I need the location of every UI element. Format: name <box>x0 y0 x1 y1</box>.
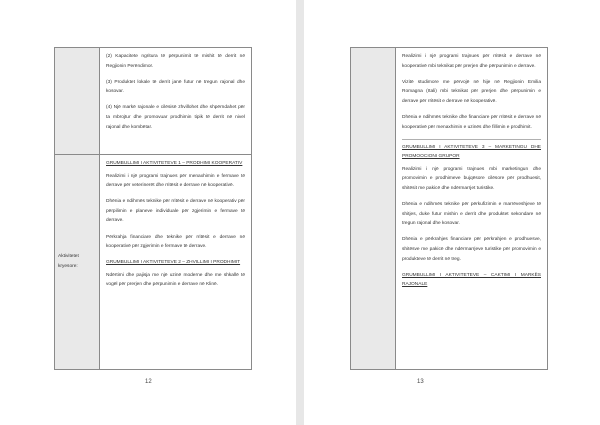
page-number-left: 12 <box>145 379 152 385</box>
results-cell <box>100 48 252 155</box>
divider <box>402 139 541 140</box>
left-page <box>0 0 296 425</box>
group3-paragraph: Dhënia e përkrahjes financiare për përkrahjen e prodhuesve, shitësve me pakicë dhe ndërmarrjeve turistike për promovimin e produkteve të derrit në treg. <box>402 237 541 262</box>
group3-paragraph: Dhënia e ndihmës teknike për përkufizimin e marrëveshjeve të shitjes, duke futur mishin e derrit dhe produktet sekondare në tregun rajonal dhe kosovar. <box>402 202 541 227</box>
group2-paragraph: Realizimi i një programi trajnues për rritësit e derrave në kooperativë mbi teknikat për prerjen dhe përpunimin e derrave. <box>402 54 541 69</box>
group1-paragraph: Realizimi i një programi trajnues për menaxhimin e fermave të derrave për veterinerët dhe rritësit e derrave në kooperativë. <box>106 173 245 189</box>
group3-heading: GRUMBULLIMI I AKTIVITETEVE 3 – MARKETINGU DHE PROMOOCIONI GRUPOR <box>402 144 541 160</box>
group1-heading: GRUMBULLIMI I AKTIVITETEVE 1 – PRODHIMI KOOPERATIV <box>106 161 243 166</box>
result-3: (3) Produktet lokale të derrit janë futur në tregun rajonal dhe kosovar. <box>106 79 245 95</box>
result-2: (2) Kapacitete ngritura të përpunimit të mishit të derrit në Regjionin Perëndimor. <box>106 54 245 69</box>
group1-paragraph: Dhënia e ndihmës teknike për rritësit e derrave në kooperativ për përpilimin e planeve individuale për zgjerimin e fermave të derrave. <box>106 199 245 224</box>
right-activities-cell <box>396 48 548 370</box>
group1-paragraph: Përkrahja financiare dhe teknike për rritësit e derrave në kooperativë për zgjerimin e fermave të derrave. <box>106 234 245 250</box>
right-activities-table <box>350 47 548 370</box>
group2-heading: GRUMBULLIMI I AKTIVITETEVE 2 – ZHVILLIMI I PRODHIMIT <box>106 260 241 266</box>
page-number-right: 13 <box>417 379 424 385</box>
activities-label-cell <box>55 155 100 370</box>
group4-heading: GRUMBULLIMI I AKTIVITETEVE – CAKTIMI I MARKËS RAJONALE <box>402 272 541 288</box>
activities-cell <box>100 155 252 370</box>
result-4: (4) Një markë rajonale e cilësisë zhvillohet dhe shpërndahet për ta mbrojtur dhe promovuar prodhimin tipik të derrit në nivel rajonal dhe kombëtar. <box>106 105 245 130</box>
group2-paragraph: Vizitë studimore me përvojë në hije në Regjionin Emilia Romagna (Itali) mbi teknikat për prerjen dhe përpunimin e derrave për rritësit e derrave në kooperativë. <box>402 79 541 104</box>
left-top-label-cell <box>55 48 100 155</box>
right-page <box>304 0 600 425</box>
left-activities-table <box>54 47 252 370</box>
right-label-cell <box>351 48 396 370</box>
group3-paragraph: Realizimi i një programi trajnues mbi marketingun dhe promovimin e prodhimeve bujqësore cilësore për prodhuesit, shitësit me pakicë dhe ndërmarrjet turistike. <box>402 166 541 192</box>
activities-label: Aktivitetet kryesore: <box>58 254 79 269</box>
group2-paragraph: Ndërtimi dhe pajisja me një uzinë moderne dhe me shkallë të vogël për prerjen dhe përpunimin e derrave në Klinë. <box>106 272 245 288</box>
group2-paragraph: Dhënia e ndihmës teknike dhe financiare për rritësit e derrave në kooperativë për menaxhimin e uzinës dhe fillimin e prodhimit. <box>402 114 541 130</box>
